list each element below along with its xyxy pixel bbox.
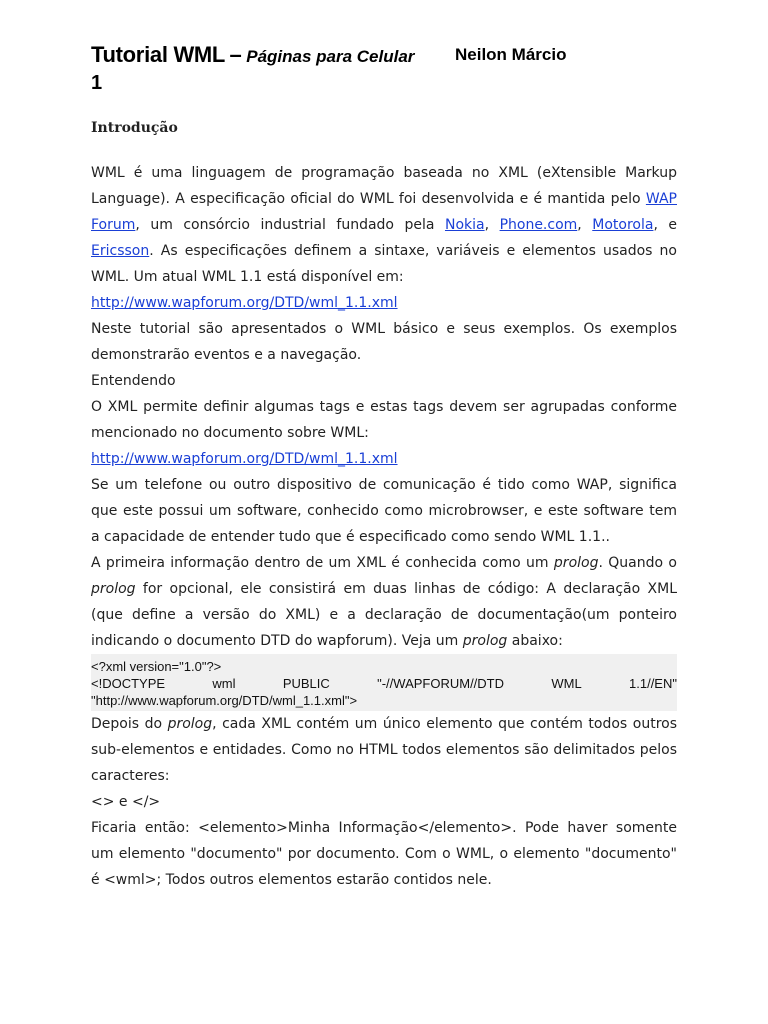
- text: , cada XML contém um único elemento que contém todos outros sub-elementos e entidades. Como no HTML todos elementos são delimitados pelos caracteres:: [91, 716, 678, 784]
- paragraph-link: [91, 446, 677, 472]
- emphasis: prolog: [167, 716, 213, 732]
- author-name: Neilon Márcio: [455, 45, 567, 64]
- code-line-3: "http://www.wapforum.org/DTD/wml_1.1.xml">: [91, 693, 358, 708]
- page-number: 1: [91, 72, 103, 94]
- paragraph-xml-tags: O XML permite definir algumas tags e estas tags devem ser agrupadas conforme mencionado no documento sobre WML:: [91, 399, 677, 441]
- link-ericsson[interactable]: Ericsson: [91, 243, 150, 259]
- code-line-1: <?xml version="1.0"?>: [91, 659, 222, 674]
- text: for opcional, ele consistirá em duas linhas de código: A declaração XML (que define a versão do XML) e a declaração de documentação(um ponteiro indicando o documento DTD do wapforum). Veja um: [91, 581, 677, 649]
- link-wap-forum[interactable]: WAP Forum: [91, 191, 677, 233]
- code-line-2: [91, 675, 677, 692]
- text: abaixo:: [507, 633, 563, 649]
- text: . Quando o: [598, 555, 678, 571]
- code-token: WML: [551, 676, 582, 691]
- code-token: wml: [212, 676, 236, 691]
- code-token: 1.1//EN": [629, 676, 677, 691]
- paragraph-intro: [91, 160, 677, 290]
- header-title-row: [91, 42, 691, 72]
- code-token: PUBLIC: [282, 676, 330, 691]
- link-nokia[interactable]: Nokia: [444, 217, 485, 233]
- paragraph-element: [91, 711, 677, 789]
- paragraph-document-element: Ficaria então: <elemento>Minha Informação</elemento>. Pode haver somente um elemento "documento" por documento. Com o WML, o elemento "documento" é <wml>; Todos outros elementos estarão contidos nele.: [91, 820, 677, 888]
- link-wml-dtd[interactable]: http://www.wapforum.org/DTD/wml_1.1.xml: [91, 295, 398, 311]
- paragraph-tutorial: Neste tutorial são apresentados o WML básico e seus exemplos. Os exemplos demonstrarão eventos e a navegação.: [91, 321, 677, 363]
- emphasis: prolog: [91, 581, 136, 597]
- document-subtitle: Páginas para Celular: [246, 47, 415, 66]
- text: Depois do: [91, 716, 168, 732]
- text: ,: [484, 217, 500, 233]
- text: WML é uma linguagem de programação baseada no XML (eXtensible Markup Language). A especificação oficial do WML foi desenvolvida e é mantida pelo: [91, 165, 677, 207]
- link-phone-com[interactable]: Phone.com: [499, 217, 578, 233]
- text: , e: [653, 217, 678, 233]
- link-motorola[interactable]: Motorola: [592, 217, 654, 233]
- document-body: [91, 160, 677, 893]
- paragraph-wap-device: Se um telefone ou outro dispositivo de comunicação é tido como WAP, significa que este possui um software, conhecido como microbrowser, e este software tem a capacidade de entender tudo que é especificado como sendo WML 1.1..: [91, 477, 677, 545]
- paragraph-link: [91, 290, 677, 316]
- section-heading: Introdução: [91, 120, 178, 136]
- page-header: [91, 42, 691, 94]
- emphasis: prolog: [462, 633, 508, 649]
- paragraph-prolog: [91, 550, 677, 654]
- paragraph-entendendo: Entendendo: [91, 373, 176, 389]
- code-token: <!DOCTYPE: [91, 676, 166, 691]
- code-token: "-//WAPFORUM//DTD: [377, 676, 505, 691]
- emphasis: prolog: [553, 555, 599, 571]
- link-wml-dtd-2[interactable]: http://www.wapforum.org/DTD/wml_1.1.xml: [91, 451, 398, 467]
- title-dash: –: [229, 42, 242, 67]
- text: A primeira informação dentro de um XML é conhecida como um: [91, 555, 554, 571]
- code-block: [91, 654, 677, 711]
- text: ,: [577, 217, 593, 233]
- paragraph-delimiters: <> e </>: [91, 794, 161, 810]
- document-title: Tutorial WML: [91, 42, 226, 67]
- text: , um consórcio industrial fundado pela: [135, 217, 445, 233]
- text: . As especificações definem a sintaxe, variáveis e elementos usados no WML. Um atual WML 1.1 está disponível em:: [91, 243, 677, 285]
